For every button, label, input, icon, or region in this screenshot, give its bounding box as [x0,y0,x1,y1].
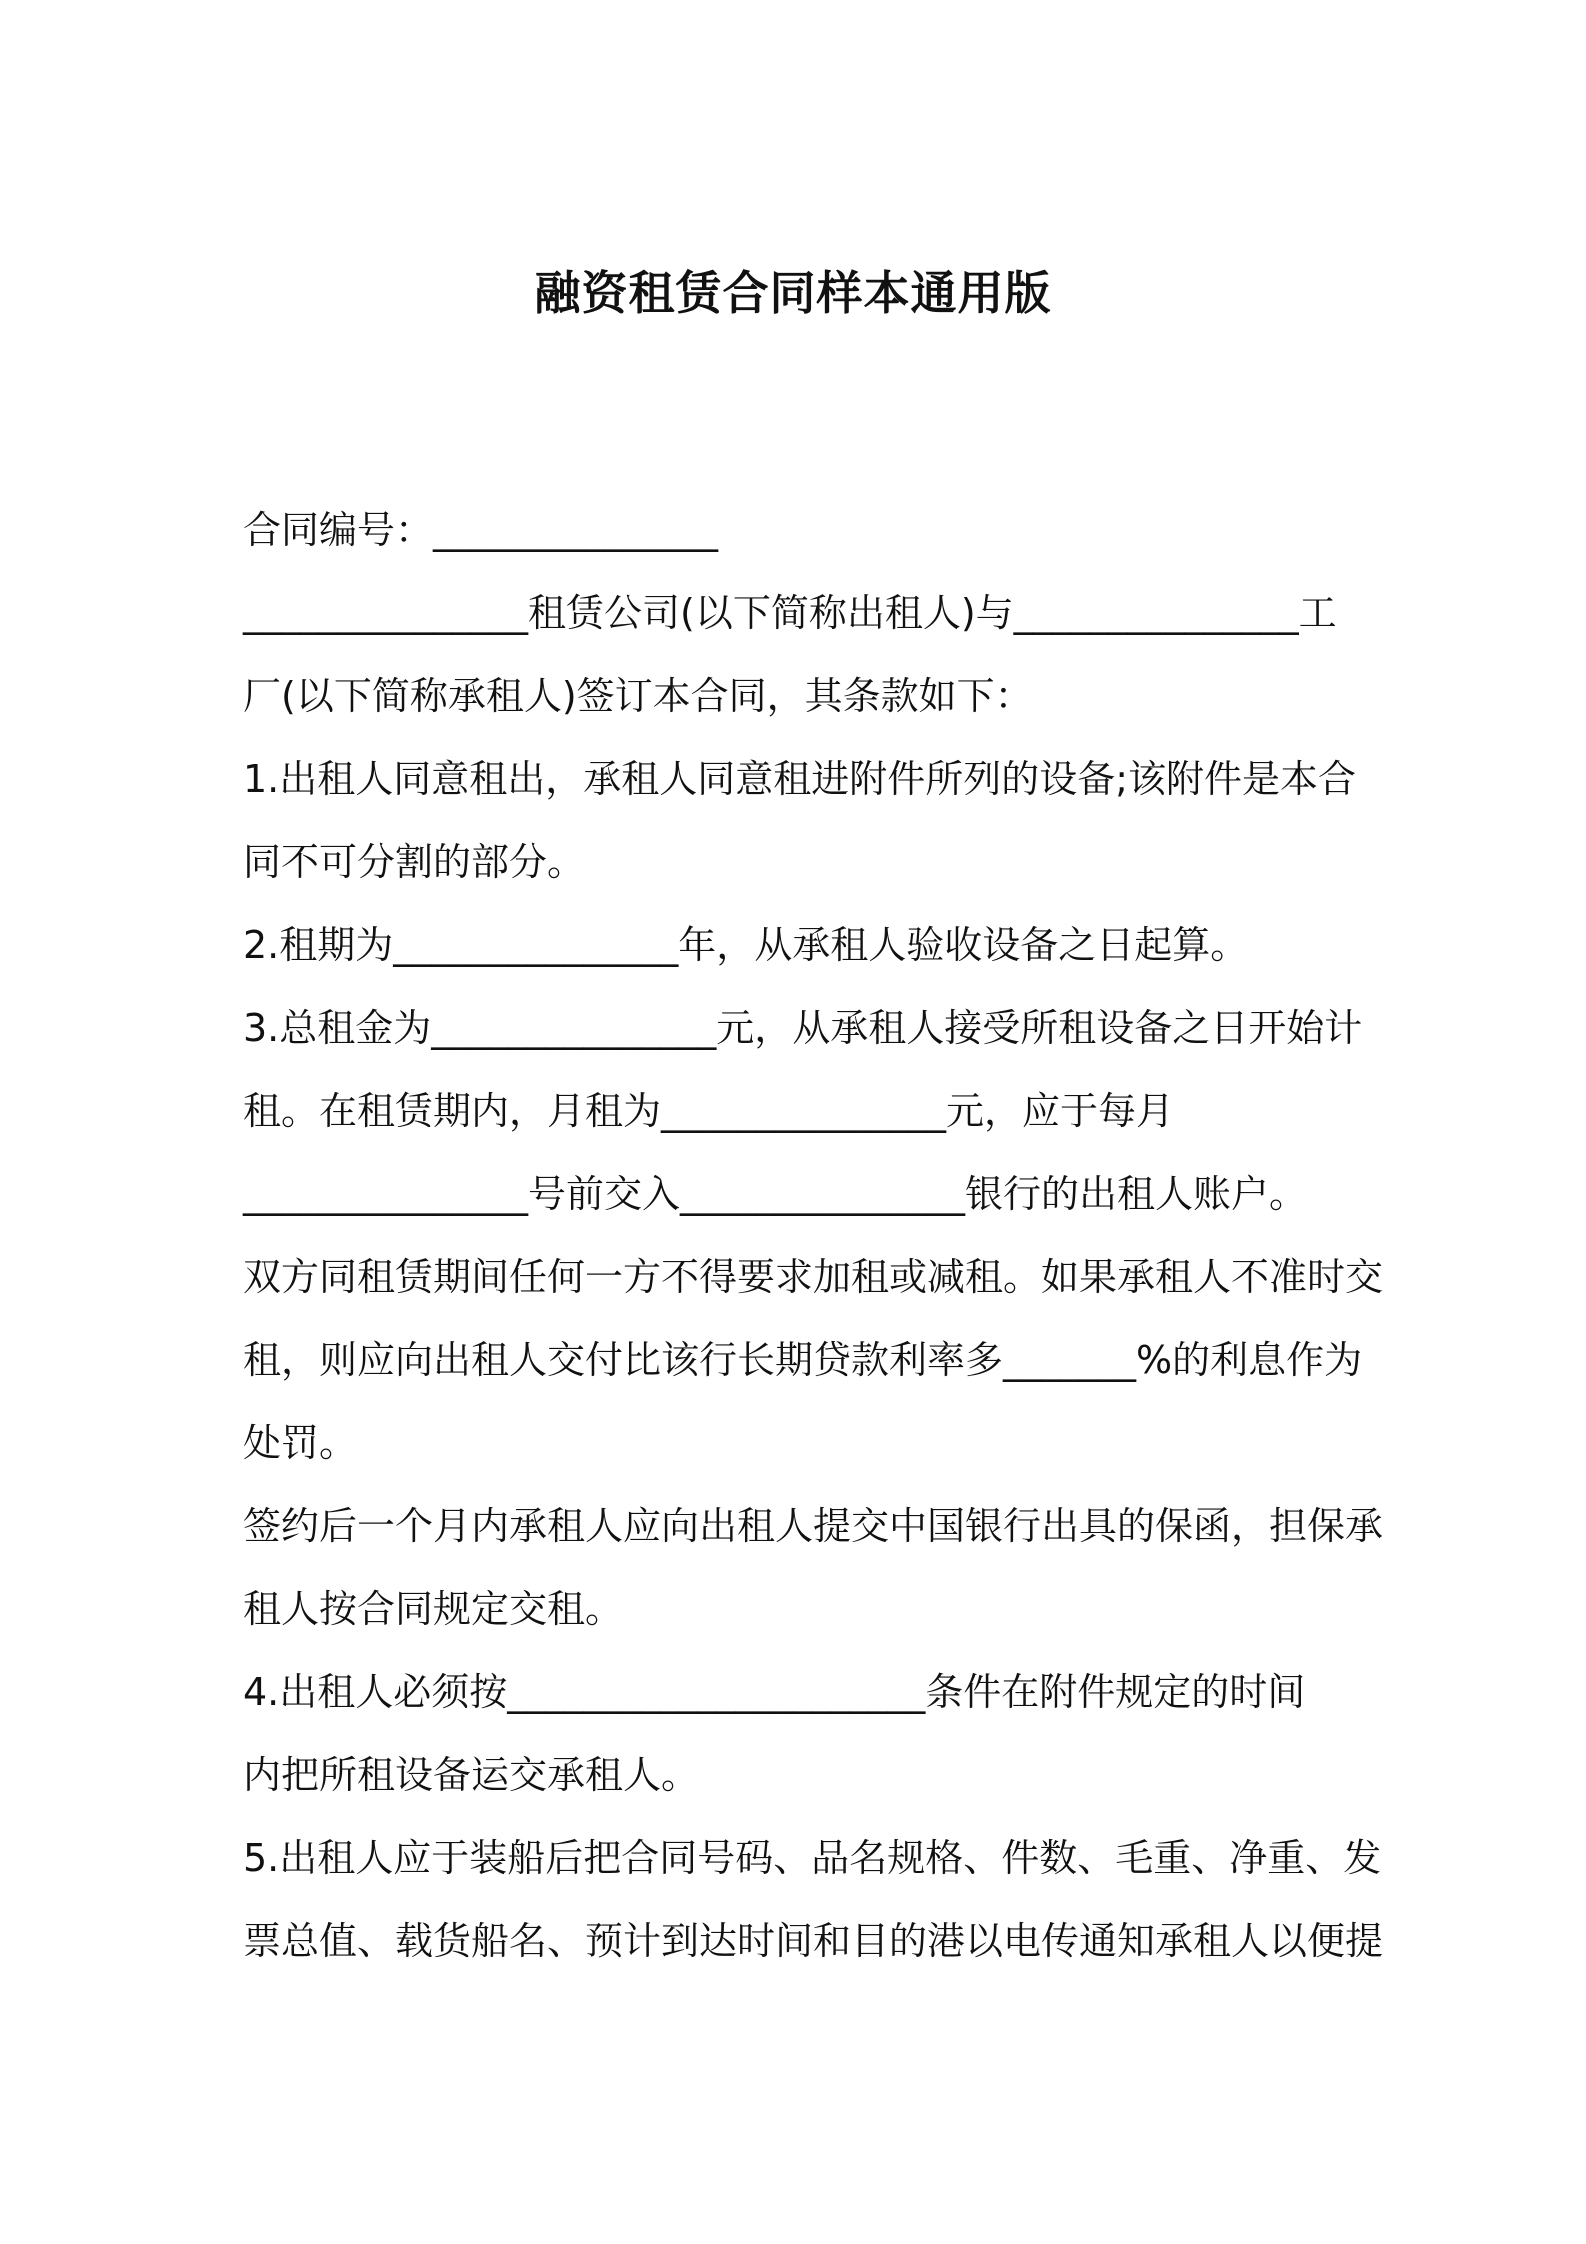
clause-3-line-4: 双方同租赁期间任何一方不得要求加租或减租。如果承租人不准时交 [243,1255,1384,1299]
clause-1-line-1: 1.出租人同意租出，承租人同意租进附件所列的设备;该附件是本合 [243,757,1357,801]
clause-4-line-2: 内把所租设备运交承租人。 [243,1753,700,1797]
contract-number-line: 合同编号：_______________ [243,508,719,552]
clause-3-line-5: 租，则应向出租人交付比该行长期贷款利率多_______%的利息作为 [243,1338,1363,1382]
clause-5-line-1: 5.出租人应于装船后把合同号码、品名规格、件数、毛重、净重、发 [243,1836,1382,1880]
clause-4-line-1: 4.出租人必须按______________________条件在附件规定的时间 [243,1670,1306,1714]
clause-3-line-7: 签约后一个月内承租人应向出租人提交中国银行出具的保函，担保承 [243,1504,1384,1548]
clause-3-line-3: _______________号前交入_______________银行的出租人账户。 [243,1172,1308,1216]
parties-line-1: _______________租赁公司(以下简称出租人)与_______________工 [243,591,1337,635]
clause-3-line-6: 处罚。 [243,1421,358,1465]
clause-1-line-2: 同不可分割的部分。 [243,840,586,884]
clause-3-line-2: 租。在租赁期内，月租为_______________元，应于每月 [243,1089,1175,1133]
clause-5-line-2: 票总值、载货船名、预计到达时间和目的港以电传通知承租人以便提 [243,1919,1384,1963]
document-title: 融资租赁合同样本通用版 [534,266,1052,320]
clause-3-line-1: 3.总租金为_______________元，从承租人接受所租设备之日开始计 [243,1006,1363,1050]
clause-3-line-8: 租人按合同规定交租。 [243,1587,624,1631]
clause-2-line: 2.租期为_______________年，从承租人验收设备之日起算。 [243,923,1249,967]
parties-line-2: 厂(以下简称承租人)签订本合同，其条款如下： [243,674,1033,718]
